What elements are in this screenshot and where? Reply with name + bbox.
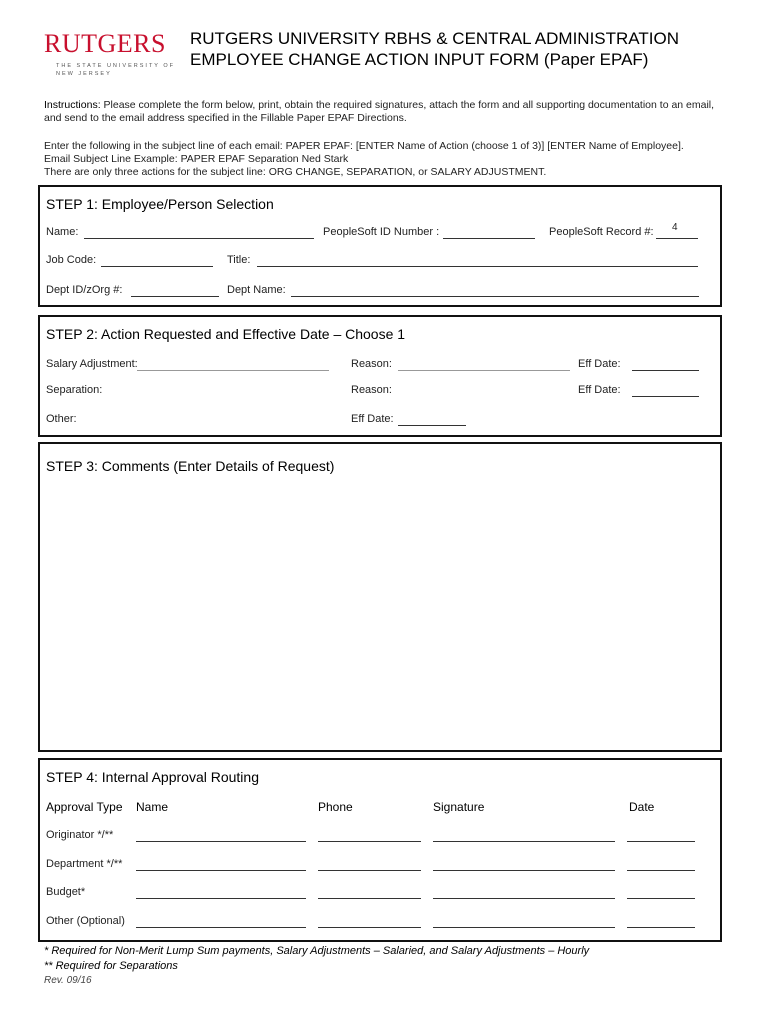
- subject-line-3: There are only three actions for the subject line: ORG CHANGE, SEPARATION, or SALARY ADJUSTMENT.: [44, 166, 547, 178]
- title-field[interactable]: [257, 266, 698, 267]
- salary-eff-date-label: Eff Date:: [578, 358, 621, 370]
- instructions: [44, 99, 720, 125]
- header-phone: Phone: [318, 800, 353, 814]
- revision-date: Rev. 09/16: [44, 975, 92, 986]
- budget-signature-field[interactable]: [433, 898, 615, 899]
- other-eff-date-field[interactable]: [398, 425, 466, 426]
- originator-name-field[interactable]: [136, 841, 306, 842]
- other-date-field[interactable]: [627, 927, 695, 928]
- job-code-label: Job Code:: [46, 254, 97, 266]
- row-label-originator: Originator */**: [46, 829, 114, 841]
- separation-label: Separation:: [46, 384, 103, 396]
- name-field[interactable]: [84, 238, 314, 239]
- logo-wordmark: RUTGERS: [44, 29, 166, 58]
- step2-section: [38, 315, 722, 437]
- salary-eff-date-field[interactable]: [632, 370, 699, 371]
- row-label-other: Other (Optional): [46, 915, 125, 927]
- separation-eff-date-field[interactable]: [632, 396, 699, 397]
- header-approval-type: Approval Type: [46, 800, 123, 814]
- step3-section: [38, 442, 722, 752]
- step1-title: STEP 1: Employee/Person Selection: [46, 196, 274, 212]
- other-phone-field[interactable]: [318, 927, 421, 928]
- name-label: Name:: [46, 226, 79, 238]
- other-signature-field[interactable]: [433, 927, 615, 928]
- row-label-budget: Budget*: [46, 886, 86, 898]
- other-eff-date-label: Eff Date:: [351, 413, 394, 425]
- salary-reason-label: Reason:: [351, 358, 392, 370]
- budget-phone-field[interactable]: [318, 898, 421, 899]
- peoplesoft-record-field[interactable]: [656, 238, 698, 239]
- dept-id-field[interactable]: [131, 296, 219, 297]
- subject-instructions: [44, 140, 734, 179]
- header-signature: Signature: [433, 800, 485, 814]
- other-name-field[interactable]: [136, 927, 306, 928]
- salary-adjustment-field[interactable]: [137, 370, 329, 371]
- rutgers-logo: [44, 30, 174, 80]
- form-title-line1: RUTGERS UNIVERSITY RBHS & CENTRAL ADMINISTRATION: [190, 29, 679, 48]
- other-label: Other:: [46, 413, 77, 425]
- department-date-field[interactable]: [627, 870, 695, 871]
- department-phone-field[interactable]: [318, 870, 421, 871]
- budget-name-field[interactable]: [136, 898, 306, 899]
- originator-signature-field[interactable]: [433, 841, 615, 842]
- salary-adjustment-label: Salary Adjustment:: [46, 358, 138, 370]
- header-name: Name: [136, 800, 169, 814]
- peoplesoft-record-label: PeopleSoft Record #:: [549, 226, 654, 238]
- form-title: [190, 28, 679, 70]
- department-signature-field[interactable]: [433, 870, 615, 871]
- job-code-field[interactable]: [101, 266, 213, 267]
- subject-line-1: Enter the following in the subject line of each email: PAPER EPAF: [ENTER Name of Action (choose 1 of 3)] [ENTER Name of Employee].: [44, 140, 684, 152]
- dept-name-field[interactable]: [291, 296, 699, 297]
- peoplesoft-id-field[interactable]: [443, 238, 535, 239]
- separation-reason-label: Reason:: [351, 384, 392, 396]
- budget-date-field[interactable]: [627, 898, 695, 899]
- step4-title: STEP 4: Internal Approval Routing: [46, 769, 259, 785]
- originator-phone-field[interactable]: [318, 841, 421, 842]
- subject-line-2: Email Subject Line Example: PAPER EPAF Separation Ned Stark: [44, 153, 349, 165]
- comments-area[interactable]: [46, 484, 714, 746]
- step2-title: STEP 2: Action Requested and Effective Date – Choose 1: [46, 326, 406, 342]
- logo-tagline: THE STATE UNIVERSITY OF NEW JERSEY: [56, 63, 176, 77]
- footnote-required-salary: * Required for Non-Merit Lump Sum payments, Salary Adjustments – Salaried, and Salary Adjustments – Hourly: [44, 945, 590, 957]
- instructions-text: Please complete the form below, print, obtain the required signatures, attach the form and all supporting documentation to an email, and send to the email address specified in the Fillable Paper EPAF Directions.: [44, 99, 715, 124]
- dept-id-label: Dept ID/zOrg #:: [46, 284, 123, 296]
- originator-date-field[interactable]: [627, 841, 695, 842]
- row-label-department: Department */**: [46, 858, 123, 870]
- department-name-field[interactable]: [136, 870, 306, 871]
- form-title-line2: EMPLOYEE CHANGE ACTION INPUT FORM (Paper EPAF): [190, 50, 649, 69]
- step4-section: [38, 758, 722, 942]
- step1-section: [38, 185, 722, 307]
- peoplesoft-record-value: 4: [672, 222, 678, 233]
- salary-reason-field[interactable]: [398, 370, 570, 371]
- footnote-required-separations: ** Required for Separations: [44, 960, 178, 972]
- peoplesoft-id-label: PeopleSoft ID Number :: [323, 226, 440, 238]
- step3-title: STEP 3: Comments (Enter Details of Request): [46, 458, 335, 474]
- separation-eff-date-label: Eff Date:: [578, 384, 621, 396]
- dept-name-label: Dept Name:: [227, 284, 286, 296]
- title-label: Title:: [227, 254, 251, 266]
- header-date: Date: [629, 800, 655, 814]
- instructions-label: Instructions:: [44, 99, 101, 111]
